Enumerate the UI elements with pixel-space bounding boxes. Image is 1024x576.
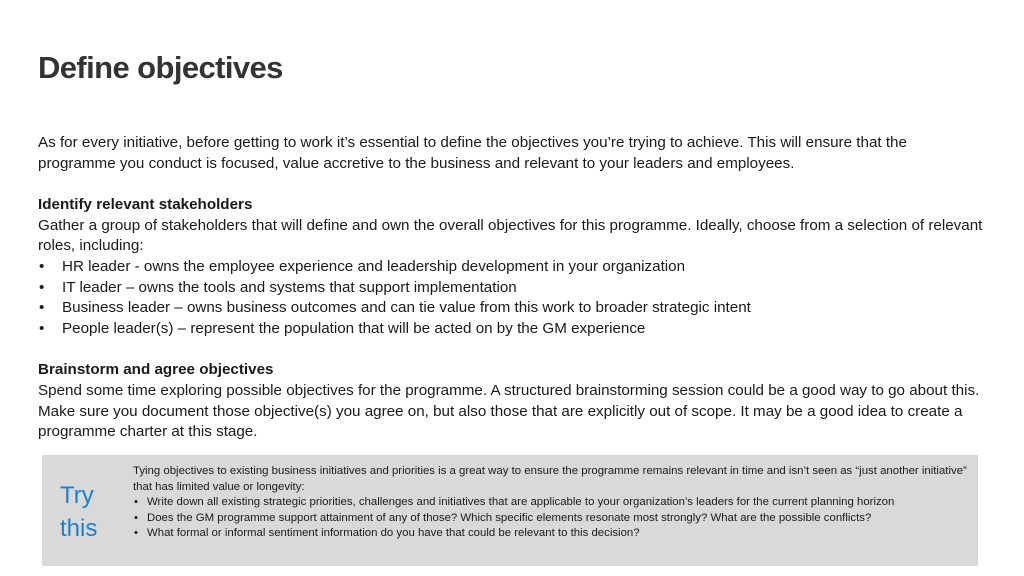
stakeholders-heading: Identify relevant stakeholders <box>38 196 253 214</box>
try-this-list <box>133 495 968 542</box>
list-item-text: What formal or informal sentiment information do you have that could be relevant to this decision? <box>147 527 640 539</box>
intro-paragraph: As for every initiative, before getting to work it’s essential to define the objectives you’re trying to achieve. This will ensure that the programme you conduct is focused, value accretive to the business and relevant to your leaders and employees. <box>38 134 907 172</box>
try-this-box <box>42 455 978 566</box>
try-this-content <box>133 464 968 542</box>
bullet-icon: • <box>134 527 138 539</box>
list-item-text: IT leader – owns the tools and systems that support implementation <box>62 278 517 296</box>
body-content <box>38 133 988 443</box>
brainstorm-text: Spend some time exploring possible objectives for the programme. A structured brainstorming session could be a good way to go about this. Make sure you document those objective(s) you agree on, but also those that are explicitly out of scope. It may be a good idea to create a programme charter at this stage. <box>38 381 980 441</box>
list-item <box>133 511 968 527</box>
bullet-icon: • <box>134 511 138 524</box>
list-item <box>38 298 988 319</box>
try-label-line: Try <box>60 482 94 509</box>
brainstorm-heading: Brainstorm and agree objectives <box>38 361 274 379</box>
list-item-text: Does the GM programme support attainment of any of those? Which specific elements resonate most strongly? What are the possible conflicts? <box>147 511 872 524</box>
bullet-icon: • <box>39 278 45 296</box>
try-label-line: this <box>60 515 98 542</box>
bullet-icon: • <box>39 257 45 275</box>
page-title: Define objectives <box>38 50 283 85</box>
bullet-icon: • <box>39 319 45 337</box>
list-item-text: Business leader – owns business outcomes and can tie value from this work to broader strategic intent <box>62 299 751 317</box>
list-item-text: Write down all existing strategic priorities, challenges and initiatives that are applicable to your organization’s leaders for the current planning horizon <box>147 496 895 508</box>
spacer <box>38 339 988 360</box>
bullet-icon: • <box>39 299 45 317</box>
list-item <box>133 495 968 511</box>
list-item <box>38 319 988 340</box>
list-item <box>38 257 988 278</box>
stakeholders-list <box>38 257 988 339</box>
stakeholders-text: Gather a group of stakeholders that will define and own the overall objectives for this programme. Ideally, choose from a selection of relevant roles, including: <box>38 216 983 255</box>
try-this-label <box>60 479 120 545</box>
spacer <box>38 174 988 195</box>
list-item-text: HR leader - owns the employee experience and leadership development in your organization <box>62 257 686 275</box>
try-this-intro: Tying objectives to existing business initiatives and priorities is a great way to ensure the programme remains relevant in time and isn’t seen as “just another initiative” that has limited value or longevity: <box>133 465 967 493</box>
bullet-icon: • <box>134 496 138 508</box>
list-item <box>38 278 988 299</box>
list-item-text: People leader(s) – represent the population that will be acted on by the GM experience <box>62 319 646 337</box>
list-item <box>133 526 968 542</box>
